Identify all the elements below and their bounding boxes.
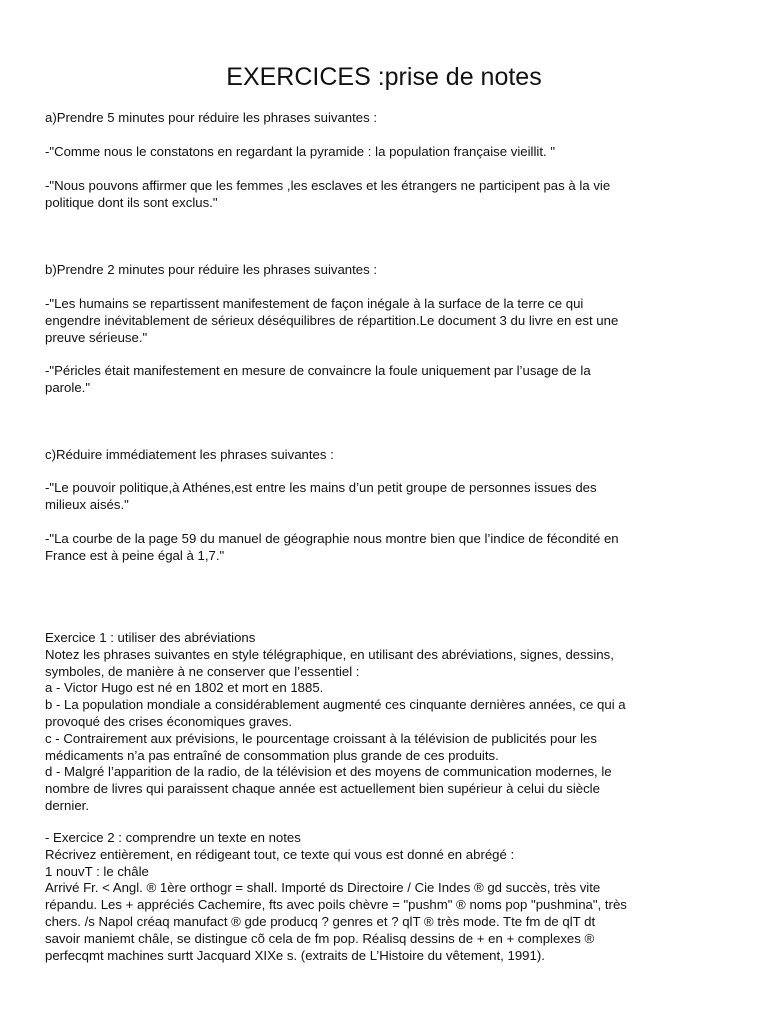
section-c-sentence-1 — [45, 479, 735, 513]
exercise-1-line: c - Contrairement aux prévisions, le pourcentage croissant à la télévision de publicités pour les — [45, 730, 597, 746]
exercise-2-line: 1 nouvT : le châle — [45, 863, 149, 879]
exercise-2-line: Arrivé Fr. < Angl. ® 1ère orthogr = shall. Importé ds Directoire / Cie Indes ® gd succès, très vite — [45, 880, 601, 896]
section-b-sentence-2-line-2: parole." — [45, 380, 91, 395]
exercise-1-line: dernier. — [45, 797, 89, 813]
section-b-sentence-1-line-1: -"Les humains se repartissent manifestement de façon inégale à la surface de la terre ce qui — [45, 296, 584, 311]
section-b-sentence-2-line-1: -"Péricles était manifestement en mesure de convaincre la foule uniquement par l’usage de la — [45, 363, 591, 378]
exercise-1-line: Exercice 1 : utiliser des abréviations — [45, 630, 256, 645]
exercise-1 — [45, 630, 735, 815]
exercise-1-line: b - La population mondiale a considérablement augmenté ces cinquante dernières années, ce qui a — [45, 697, 626, 713]
exercise-1-line: symboles, de manière à ne conserver que l’essentiel : — [45, 663, 360, 679]
exercise-2-line: chers. /s Napol créaq manufact ® gde producq ? genres et ? qlT ® très mode. Tte fm de qlT dt — [45, 913, 596, 929]
section-b-sentence-1 — [45, 295, 735, 346]
section-c-sentence-1-line-1: -"Le pouvoir politique,à Athénes,est entre les mains d’un petit groupe de personnes issues des — [45, 480, 597, 495]
section-b-heading: b)Prendre 2 minutes pour réduire les phrases suivantes : — [45, 262, 378, 277]
exercise-2-line: Récrivez entièrement, en rédigeant tout, ce texte qui vous est donné en abrégé : — [45, 846, 515, 862]
exercise-2-line: répandu. Les + appréciés Cachemire, fts avec poils chèvre = "pushm" ® noms pop "pushmina", très — [45, 897, 627, 913]
section-a-sentence-1: -"Comme nous le constatons en regardant la pyramide : la population française vieillit. " — [45, 144, 556, 159]
section-c-sentence-2 — [45, 530, 735, 564]
section-b-sentence-2 — [45, 362, 735, 396]
page-title: EXERCICES :prise de notes — [226, 63, 542, 91]
exercise-1-line: provoqué des crises économiques graves. — [45, 713, 293, 729]
exercise-2 — [45, 830, 735, 964]
section-a-sentence-2-line-2: politique dont ils sont exclus." — [45, 195, 218, 210]
section-c-sentence-2-line-2: France est à peine égal à 1,7." — [45, 548, 225, 563]
exercise-2-line: perfecqmt machines surtt Jacquard XIXe s. (extraits de L’Histoire du vêtement, 1991). — [45, 947, 545, 963]
section-a-sentence-2-line-1: -"Nous pouvons affirmer que les femmes ,les esclaves et les étrangers ne participent pas à la vie — [45, 178, 611, 193]
exercise-1-line: d - Malgré l’apparition de la radio, de la télévision et des moyens de communication modernes, le — [45, 764, 612, 780]
exercise-2-line: savoir maniemt châle, se distingue cõ cela de fm pop. Réalisq dessins de + en + complexes ® — [45, 930, 595, 946]
section-c-sentence-2-line-1: -"La courbe de la page 59 du manuel de géographie nous montre bien que l’indice de fécondité en — [45, 531, 619, 546]
exercise-1-line: Notez les phrases suivantes en style télégraphique, en utilisant des abréviations, signes, dessins, — [45, 646, 614, 662]
section-c-heading: c)Réduire immédiatement les phrases suivantes : — [45, 447, 334, 462]
section-a-heading: a)Prendre 5 minutes pour réduire les phrases suivantes : — [45, 110, 378, 125]
section-c-sentence-1-line-2: milieux aisés." — [45, 497, 129, 512]
section-b-sentence-1-line-2: engendre inévitablement de sérieux déséquilibres de répartition.Le document 3 du livre en est une — [45, 313, 619, 328]
exercise-2-line: - Exercice 2 : comprendre un texte en notes — [45, 830, 301, 845]
exercise-1-line: nombre de livres qui paraissent chaque année est actuellement bien supérieur à celui du siècle — [45, 781, 600, 797]
section-b-sentence-1-line-3: preuve sérieuse." — [45, 330, 148, 345]
exercise-1-line: a - Victor Hugo est né en 1802 et mort en 1885. — [45, 680, 324, 696]
section-a-sentence-2 — [45, 177, 735, 211]
exercise-1-line: médicaments n’a pas entraîné de consommation plus grande de ces produits. — [45, 747, 499, 763]
